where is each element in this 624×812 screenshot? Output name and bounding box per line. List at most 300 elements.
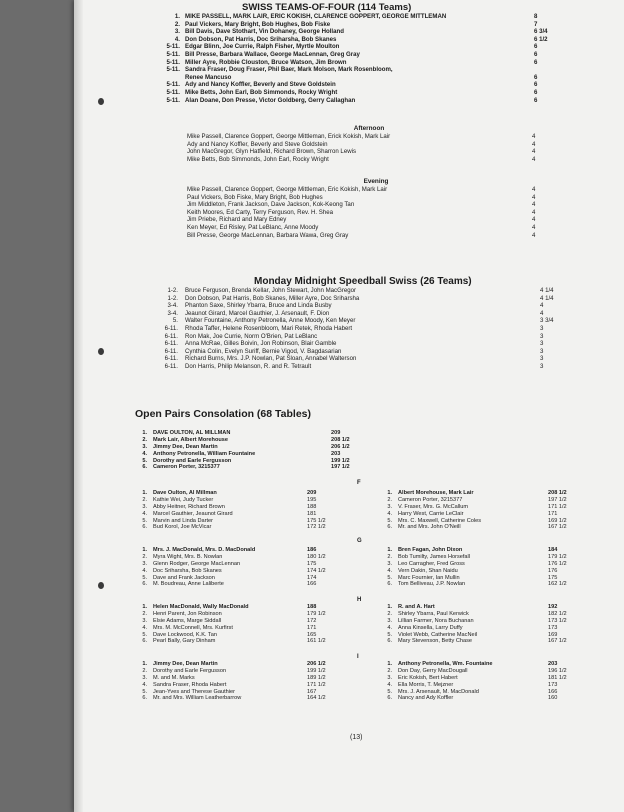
result-row xyxy=(156,302,560,310)
result-row xyxy=(156,363,560,371)
result-place: 6-11. xyxy=(164,332,178,340)
result-row xyxy=(156,325,560,333)
result-score: 3 xyxy=(540,348,560,356)
result-names: Eric Kokish, Bert Habert xyxy=(398,674,458,681)
result-row xyxy=(135,497,331,504)
result-names: Jim Middleton, Frank Jackson, Dave Jackson, Kok-Keong Tan xyxy=(187,201,355,209)
result-names: Dave Lockwood, K.K. Tan xyxy=(153,631,217,638)
page-number: (13) xyxy=(350,734,363,741)
result-place: 5-11. xyxy=(166,58,180,66)
result-score: 167 1/2 xyxy=(548,524,572,531)
result-score: 165 xyxy=(307,632,331,639)
result-names: Dave Oulton, Al Millman xyxy=(153,490,217,496)
result-place: 4. xyxy=(142,510,147,517)
result-score: 186 xyxy=(307,547,331,554)
result-place: 3. xyxy=(142,674,147,681)
result-row xyxy=(380,604,572,611)
result-row xyxy=(158,13,550,21)
result-names: Mark Lair, Albert Morehouse xyxy=(153,436,229,443)
result-place: 1. xyxy=(387,547,392,553)
result-names: Richard Burns, Mrs. J.P. Nowlan, Pat Sloan, Annabel Walterson xyxy=(185,355,357,363)
result-score: 4 xyxy=(540,302,560,310)
result-row xyxy=(135,611,331,618)
result-score: 196 1/2 xyxy=(548,668,572,675)
result-names: MIKE PASSELL, MARK LAIR, ERIC KOKISH, CLARENCE GOPPERT, GEORGE MITTLEMAN xyxy=(185,13,447,20)
result-row xyxy=(380,625,572,632)
result-names: Leo Carragher, Fred Gross xyxy=(398,560,465,567)
result-row xyxy=(158,66,550,74)
group-label: G xyxy=(357,538,362,544)
result-row xyxy=(135,444,355,451)
result-score: 4 xyxy=(532,194,548,202)
result-row xyxy=(135,604,331,611)
result-score: 166 xyxy=(548,689,572,696)
result-row xyxy=(380,695,572,702)
result-row xyxy=(380,511,572,518)
result-place: 3. xyxy=(142,560,147,567)
group-left-list xyxy=(135,490,331,531)
result-names: Mary Stevenson, Betty Chase xyxy=(398,638,472,645)
evening-results-list xyxy=(160,186,548,239)
result-score: 176 xyxy=(548,568,572,575)
result-place: 3. xyxy=(387,617,392,624)
result-row xyxy=(135,458,355,465)
binder-hole xyxy=(98,98,104,105)
result-place: 4. xyxy=(142,681,147,688)
result-names: Keith Moores, Ed Carty, Terry Ferguson, Rev. H. Shea xyxy=(187,208,333,216)
result-score: 203 xyxy=(331,451,355,458)
result-score: 192 xyxy=(548,604,572,611)
result-score: 4 xyxy=(532,156,548,164)
result-place: 2. xyxy=(174,20,180,28)
result-names: Bren Fagan, John Dixon xyxy=(398,547,463,553)
result-row xyxy=(380,568,572,575)
result-names: Paul Vickers, Mary Bright, Bob Hughes, Bob Fiske xyxy=(185,20,331,28)
result-names: Jim Priebe, Richard and Mary Edney xyxy=(187,216,287,224)
result-row xyxy=(156,333,560,341)
result-row xyxy=(380,504,572,511)
result-row xyxy=(160,209,548,217)
result-place: 2. xyxy=(387,553,392,560)
swiss-title: SWISS TEAMS-OF-FOUR (114 Teams) xyxy=(242,2,412,13)
result-place: 2. xyxy=(387,496,392,503)
result-place: 6. xyxy=(142,638,147,645)
result-names: Elsie Adams, Marge Siddall xyxy=(153,617,222,624)
result-place: 1. xyxy=(142,430,147,436)
result-row xyxy=(160,133,548,141)
result-score: 169 1/2 xyxy=(548,518,572,525)
result-score: 188 xyxy=(307,504,331,511)
result-score: 4 xyxy=(532,209,548,217)
result-place: 6. xyxy=(387,581,392,588)
result-names: Miller Ayre, Robbie Clouston, Bruce Watson, Jim Brown xyxy=(185,58,347,66)
result-score: 182 1/2 xyxy=(548,611,572,618)
result-score: 181 xyxy=(307,511,331,518)
result-row xyxy=(160,216,548,224)
result-names: Bruce Ferguson, Brenda Kellar, John Stewart, John MacGregor xyxy=(185,287,357,294)
result-row xyxy=(135,695,331,702)
result-place: 5-11. xyxy=(166,96,180,104)
result-names: Mike Betts, John Earl, Bob Simmonds, Rocky Wright xyxy=(185,88,338,96)
result-names: Mrs. M. McConnell, Mrs. Kurfirst xyxy=(153,624,233,631)
result-row xyxy=(135,561,331,568)
result-row xyxy=(156,310,560,318)
result-row xyxy=(380,632,572,639)
result-place: 4. xyxy=(142,624,147,631)
evening-heading: Evening xyxy=(363,178,389,185)
result-names: Anna Kinsella, Larry Duffy xyxy=(398,624,463,631)
result-row xyxy=(158,21,550,29)
result-names: Cynthia Colin, Evelyn Suriff, Bernie Vigod, V. Bagdasarian xyxy=(185,347,342,355)
result-row xyxy=(380,668,572,675)
result-names: Jean-Yves and Therese Gauthier xyxy=(153,688,235,695)
result-place: 6. xyxy=(142,581,147,588)
result-row xyxy=(158,43,550,51)
result-names: Bill Davis, Dave Stothart, Vin Dohaney, George Holland xyxy=(185,28,344,36)
result-place: 3-4. xyxy=(167,309,178,317)
result-names: Edgar Blinn, Joe Currie, Ralph Fisher, Myrtle Moulton xyxy=(185,43,340,51)
result-row xyxy=(380,497,572,504)
result-names: Jimmy Dee, Dean Martin xyxy=(153,661,218,667)
result-score: 3 xyxy=(540,340,560,348)
result-names: Tom Belliveau, J.P. Nowlan xyxy=(398,581,466,588)
result-row xyxy=(380,689,572,696)
result-score: 171 xyxy=(307,625,331,632)
result-row xyxy=(160,156,548,164)
result-row xyxy=(380,675,572,682)
result-names: Marcel Gauthier, Jeaunot Girard xyxy=(153,510,233,517)
result-score: 199 1/2 xyxy=(331,458,355,465)
result-names: Vern Dakin, Shan Naidu xyxy=(398,567,458,574)
result-names: Dave and Frank Jackson xyxy=(153,574,215,581)
result-names: Bud Korol, Joe McVicar xyxy=(153,524,212,531)
result-score: 172 xyxy=(307,618,331,625)
group-left-list xyxy=(135,661,331,702)
result-row xyxy=(160,141,548,149)
result-row xyxy=(380,638,572,645)
result-score: 6 xyxy=(534,89,550,97)
result-score: 3 xyxy=(540,325,560,333)
result-names: Violet Webb, Catherine MacNeil xyxy=(398,631,478,638)
result-place: 1. xyxy=(142,490,147,496)
result-names: Anthony Petronella, Wm. Fountaine xyxy=(398,661,493,667)
result-names: Bob Tumilty, James Horsefall xyxy=(398,553,471,560)
result-names: Henri Parent, Jon Robinson xyxy=(153,610,222,617)
result-place: 6-11. xyxy=(164,347,178,355)
result-score: 3 xyxy=(540,355,560,363)
result-row xyxy=(156,340,560,348)
result-place: 5. xyxy=(142,688,147,695)
result-row xyxy=(135,625,331,632)
result-score: 176 1/2 xyxy=(548,561,572,568)
result-names: Sandra Fraser, Doug Fraser, Phil Baer, Mark Molson, Mark Rosenbloom, xyxy=(185,66,393,74)
result-row xyxy=(135,575,331,582)
result-row xyxy=(135,511,331,518)
result-names: Myra Wight, Mrs. B. Nowlan xyxy=(153,553,223,560)
result-score: 171 xyxy=(548,511,572,518)
result-place: 5. xyxy=(142,574,147,581)
result-row xyxy=(135,437,355,444)
result-names: Don Dobson, Pat Harris, Bob Skanes, Miller Ayre, Doc Sriharsha xyxy=(185,294,360,302)
result-place: 3. xyxy=(387,503,392,510)
result-place: 4. xyxy=(142,450,147,457)
result-names: Alan Doane, Don Presse, Victor Goldberg, Gerry Callaghan xyxy=(185,96,356,104)
result-place: 1-2. xyxy=(167,287,178,294)
result-score: 4 xyxy=(532,232,548,240)
result-score: 3 xyxy=(540,363,560,371)
result-place: 5. xyxy=(172,317,178,325)
group-label: F xyxy=(357,480,361,486)
result-names: Anna McRae, Gilles Boivin, Jon Robinson, Blair Gamble xyxy=(185,340,337,348)
result-score: 184 xyxy=(548,547,572,554)
result-place: 1. xyxy=(142,547,147,553)
result-score: 4 xyxy=(532,148,548,156)
result-score: 197 1/2 xyxy=(331,464,355,471)
result-score: 188 xyxy=(307,604,331,611)
result-place: 2. xyxy=(387,610,392,617)
result-place: 5. xyxy=(387,574,392,581)
result-score: 4 xyxy=(532,186,548,194)
result-place: 6. xyxy=(142,464,147,471)
result-score: 206 1/2 xyxy=(307,661,331,668)
result-row xyxy=(135,518,331,525)
result-score: 6 xyxy=(534,43,550,51)
result-place: 3. xyxy=(142,443,147,450)
group-label: I xyxy=(357,654,359,660)
result-names: Ella Morris, T. Mejzner xyxy=(398,681,454,688)
result-place: 4. xyxy=(387,624,392,631)
group-label: H xyxy=(357,597,362,603)
result-row xyxy=(135,504,331,511)
result-score: 209 xyxy=(331,430,355,437)
result-place: 6-11. xyxy=(164,324,178,332)
result-row xyxy=(158,51,550,59)
result-place: 1-2. xyxy=(167,294,178,302)
result-place: 1. xyxy=(387,490,392,496)
result-place: 6-11. xyxy=(164,340,178,348)
result-row xyxy=(380,547,572,554)
result-place: 5-11. xyxy=(166,88,180,96)
result-names: Mike Passell, Clarence Goppert, George Mittleman, Eric Kokish, Mark Lair xyxy=(187,186,388,193)
result-row xyxy=(380,581,572,588)
result-place: 1. xyxy=(142,661,147,667)
result-place: 2. xyxy=(142,610,147,617)
result-score: 164 1/2 xyxy=(307,695,331,702)
result-place: 2. xyxy=(142,436,147,443)
result-place: 6. xyxy=(387,695,392,702)
result-place: 5-11. xyxy=(166,50,180,58)
result-score: 173 1/2 xyxy=(548,618,572,625)
group-left-list xyxy=(135,604,331,645)
result-score: 8 xyxy=(534,13,550,21)
result-names: Renee Mancuso xyxy=(185,73,232,81)
result-score: 179 1/2 xyxy=(548,554,572,561)
result-names: Abby Heitner, Richard Brown xyxy=(153,503,225,510)
result-names: Shirley Ybarra, Paul Kerwick xyxy=(398,610,469,617)
result-place: 3. xyxy=(142,503,147,510)
result-row xyxy=(380,575,572,582)
result-score: 4 xyxy=(532,133,548,141)
result-names: Helen MacDonald, Wally MacDonald xyxy=(153,604,249,610)
result-names: Mr. and Mrs. William Leatherbarrow xyxy=(153,695,242,702)
result-score: 6 xyxy=(534,51,550,59)
midnight-results-list xyxy=(156,287,560,371)
result-place: 3. xyxy=(142,617,147,624)
result-row xyxy=(135,632,331,639)
result-names: Mrs. C. Maxwell, Catherine Coles xyxy=(398,517,481,524)
result-names: Kathie Wei, Judy Tucker xyxy=(153,496,214,503)
result-place: 4. xyxy=(387,681,392,688)
result-score: 6 3/4 xyxy=(534,28,550,36)
result-row xyxy=(135,430,355,437)
result-row xyxy=(380,518,572,525)
result-score: 171 1/2 xyxy=(307,682,331,689)
result-score: 6 1/2 xyxy=(534,36,550,44)
result-names: Phanton Saxe, Shirley Ybarra, Bruce and Linda Busby xyxy=(185,302,332,310)
result-place: 5-11. xyxy=(166,81,180,89)
result-row xyxy=(380,561,572,568)
result-place: 1. xyxy=(387,661,392,667)
result-names: Dorothy and Earle Fergusson xyxy=(153,457,232,464)
result-names: Glenn Rodger, George MacLennan xyxy=(153,560,241,567)
result-names: Jeaunot Girard, Marcel Gauthier, J. Arsenault, F. Dion xyxy=(185,309,330,317)
result-row xyxy=(160,186,548,194)
result-row xyxy=(135,661,331,668)
result-names: Mrs. J. MacDonald, Mrs. D. MacDonald xyxy=(153,547,256,553)
group-right-list xyxy=(380,604,572,645)
result-score: 173 xyxy=(548,625,572,632)
consolation-overall-list xyxy=(135,430,355,471)
result-row xyxy=(135,682,331,689)
result-names: Dorothy and Earle Fergusson xyxy=(153,667,227,674)
result-place: 2. xyxy=(142,553,147,560)
result-names: Don Dobson, Pat Harris, Doc Sriharsha, Bob Skanes xyxy=(185,35,337,43)
result-row xyxy=(380,618,572,625)
result-row xyxy=(135,524,331,531)
result-score: 3 3/4 xyxy=(540,317,560,325)
result-place: 5. xyxy=(142,517,147,524)
result-score: 195 xyxy=(307,497,331,504)
result-row xyxy=(160,194,548,202)
group-right-list xyxy=(380,661,572,702)
result-row xyxy=(135,668,331,675)
result-names: Ron Mak, Joe Currie, Norm O'Brien, Pat LeBlanc xyxy=(185,332,318,340)
result-place: 5. xyxy=(142,631,147,638)
result-names: Lillian Farmer, Nora Buchanan xyxy=(398,617,474,624)
result-place: 3. xyxy=(174,28,180,36)
result-names: M. Boudreau, Anne Laliberte xyxy=(153,581,224,588)
result-row xyxy=(135,675,331,682)
result-score: 179 1/2 xyxy=(307,611,331,618)
result-place: 1. xyxy=(174,13,180,20)
result-score: 6 xyxy=(534,81,550,89)
result-row xyxy=(135,689,331,696)
result-names: Cameron Porter, 3215377 xyxy=(153,464,220,471)
result-place: 6-11. xyxy=(164,362,178,370)
result-row xyxy=(135,618,331,625)
result-score: 3 xyxy=(540,333,560,341)
result-row xyxy=(135,547,331,554)
result-score: 6 xyxy=(534,97,550,105)
midnight-title: Monday Midnight Speedball Swiss (26 Teams) xyxy=(254,276,472,287)
result-names: M. and M. Marks xyxy=(153,674,195,681)
result-score: 4 xyxy=(532,141,548,149)
result-row xyxy=(156,295,560,303)
binder-hole xyxy=(98,348,104,355)
result-names: Marvin and Linda Darter xyxy=(153,517,214,524)
result-names: Mr. and Mrs. John O'Neill xyxy=(398,524,461,531)
result-row xyxy=(135,554,331,561)
result-score: 6 xyxy=(534,74,550,82)
result-names: Ady and Nancy Koffler, Beverly and Steve Goldstein xyxy=(185,81,336,89)
result-row xyxy=(380,611,572,618)
result-place: 6. xyxy=(142,695,147,702)
result-place: 1. xyxy=(142,604,147,610)
result-names: Pearl Bally, Gary Dinham xyxy=(153,638,216,645)
result-score: 4 1/4 xyxy=(540,287,560,295)
result-score: 173 xyxy=(548,682,572,689)
result-names: Albert Morehouse, Mark Lair xyxy=(398,490,474,496)
result-score: 208 1/2 xyxy=(548,490,572,497)
result-row xyxy=(380,682,572,689)
result-place: 4. xyxy=(387,567,392,574)
result-score: 169 xyxy=(548,632,572,639)
result-row xyxy=(158,81,550,89)
result-names: Don Day, Gerry MacDougall xyxy=(398,667,468,674)
result-row xyxy=(135,464,355,471)
result-row xyxy=(160,201,548,209)
result-row xyxy=(135,568,331,575)
result-score: 171 1/2 xyxy=(548,504,572,511)
result-names: Mike Passell, Clarence Goppert, George Mittleman, Erick Kokish, Mark Lair xyxy=(187,133,391,140)
result-place: 6-11. xyxy=(164,355,178,363)
swiss-results-list xyxy=(158,13,550,104)
result-row xyxy=(135,581,331,588)
result-row xyxy=(160,148,548,156)
result-names: Nancy and Ady Koffler xyxy=(398,695,454,702)
result-names: V. Fraser, Mrs. G. McCallum xyxy=(398,503,469,510)
result-score: 180 1/2 xyxy=(307,554,331,561)
result-score: 208 1/2 xyxy=(331,437,355,444)
result-names: DAVE OULTON, AL MILLMAN xyxy=(153,430,231,436)
result-score: 197 1/2 xyxy=(548,497,572,504)
result-place: 4. xyxy=(174,35,180,43)
result-score: 161 1/2 xyxy=(307,638,331,645)
result-score: 172 1/2 xyxy=(307,524,331,531)
group-right-list xyxy=(380,547,572,588)
result-row xyxy=(135,490,331,497)
result-score: 4 xyxy=(532,216,548,224)
result-names: Ken Meyer, Ed Risley, Pat LeBlanc, Anne Moody xyxy=(187,223,319,231)
consolation-title: Open Pairs Consolation (68 Tables) xyxy=(135,408,312,420)
result-place: 3. xyxy=(387,560,392,567)
result-place: 5. xyxy=(387,688,392,695)
result-row xyxy=(156,287,560,295)
group-left-list xyxy=(135,547,331,588)
result-score: 203 xyxy=(548,661,572,668)
result-score: 209 xyxy=(307,490,331,497)
result-place: 2. xyxy=(142,496,147,503)
result-place: 4. xyxy=(387,510,392,517)
result-score: 166 xyxy=(307,581,331,588)
result-row xyxy=(380,524,572,531)
afternoon-results-list xyxy=(160,133,548,163)
result-place: 5-11. xyxy=(166,43,180,51)
result-score: 175 xyxy=(307,561,331,568)
result-score: 4 xyxy=(532,224,548,232)
result-names: Harry West, Carrie LeClair xyxy=(398,510,464,517)
result-names: Mike Betts, Bob Simmonds, John Earl, Rocky Wright xyxy=(187,155,329,163)
